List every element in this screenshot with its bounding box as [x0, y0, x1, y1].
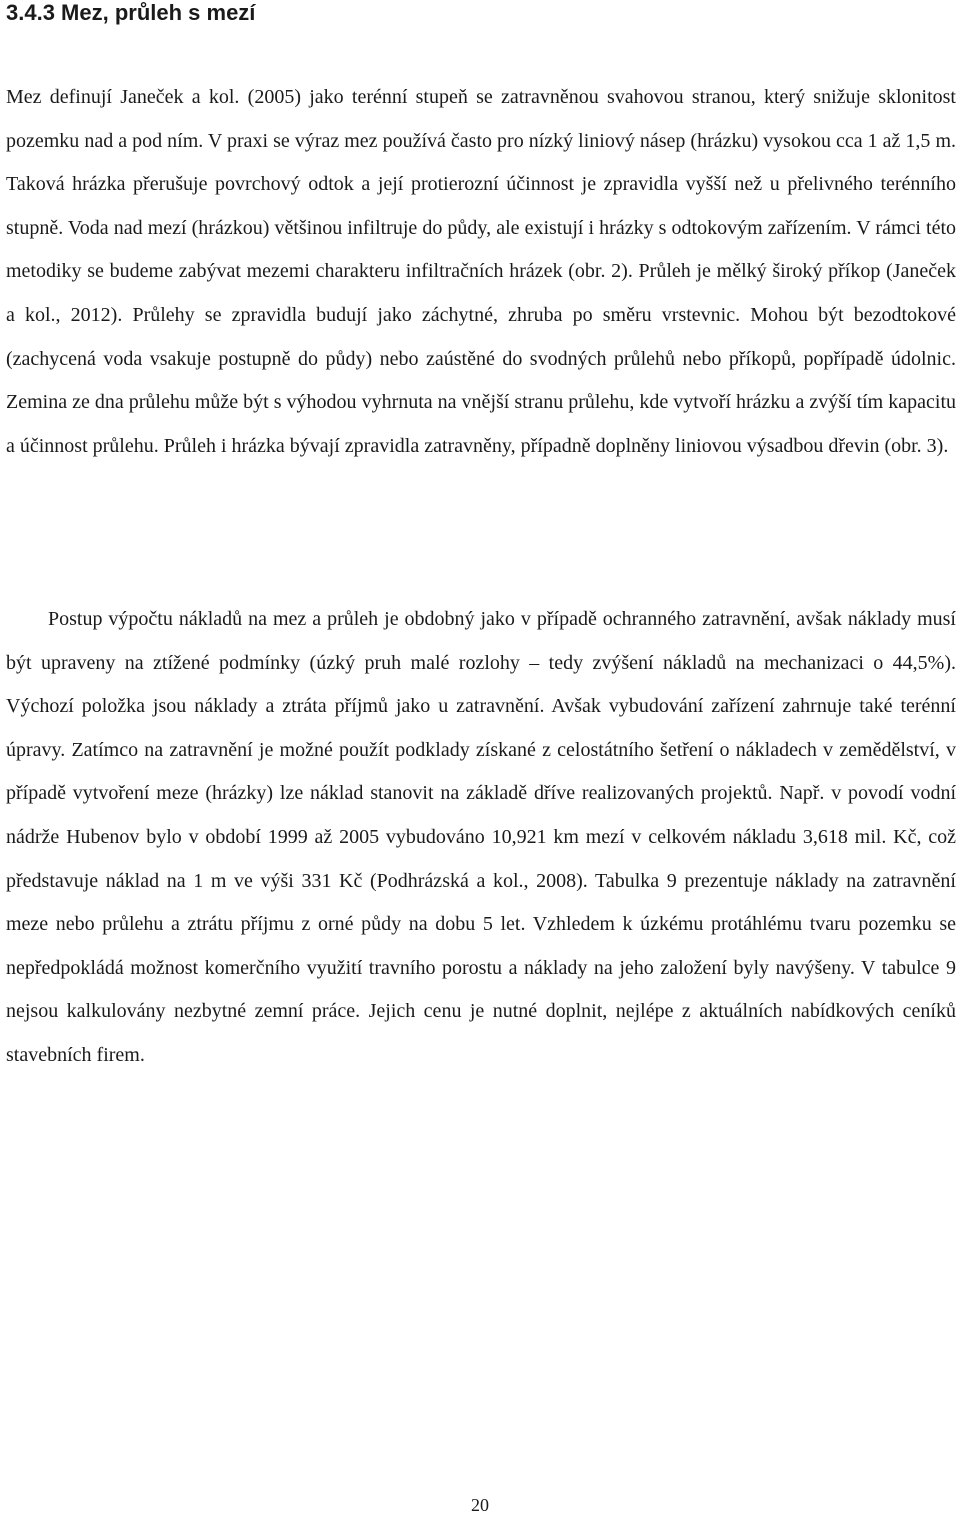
- section-heading: 3.4.3 Mez, průleh s mezí: [6, 0, 256, 25]
- paragraph-cost-calculation: Postup výpočtu nákladů na mez a průleh je obdobný jako v případě ochranného zatravnění, avšak náklady musí být upraveny na ztížené podmínky (úzký pruh malé rozlohy – tedy zvýšení nákladů na mechanizaci o 44,5%). Výchozí položka jsou náklady a ztráta příjmů jako u zatravnění. Avšak vybudování zařízení zahrnuje také terénní úpravy. Zatímco na zatravnění je možné použít podklady získané z celostátního šetření o nákladech v zemědělství, v případě vytvoření meze (hrázky) lze náklad stanovit na základě dříve realizovaných projektů. Např. v povodí vodní nádrže Hubenov bylo v období 1999 až 2005 vybudováno 10,921 km mezí v celkovém nákladu 3,618 mil. Kč, což představuje náklad na 1 m ve výši 331 Kč (Podhrázská a kol., 2008). Tabulka 9 prezentuje náklady na zatravnění meze nebo průlehu a ztrátu příjmu z orné půdy na dobu 5 let. Vzhledem k úzkému protáhlému tvaru pozemku se nepředpokládá možnost komerčního využití travního porostu a náklady na jeho založení byly navýšeny. V tabulce 9 nejsou kalkulovány nezbytné zemní práce. Jejich cenu je nutné doplnit, nejlépe z aktuálních nabídkových ceníků stavebních firem.: [6, 608, 956, 1066]
- page-number: 20: [471, 1495, 489, 1515]
- paragraph-mez-definition: Mez definují Janeček a kol. (2005) jako terénní stupeň se zatravněnou svahovou stranou, který snižuje sklonitost pozemku nad a pod ním. V praxi se výraz mez používá často pro nízký liniový násep (hrázku) vysokou cca 1 až 1,5 m. Taková hrázka přerušuje povrchový odtok a její protierozní účinnost je zpravidla vyšší než u přelivného terénního stupně. Voda nad mezí (hrázkou) většinou infiltruje do půdy, ale existují i hrázky s odtokovým zařízením. V rámci této metodiky se budeme zabývat mezemi charakteru infiltračních hrázek (obr. 2). Průleh je mělký široký příkop (Janeček a kol., 2012). Průlehy se zpravidla budují jako záchytné, zhruba po směru vrstevnic. Mohou být bezodtokové (zachycená voda vsakuje postupně do půdy) nebo zaústěné do svodných průlehů nebo příkopů, popřípadě údolnic. Zemina ze dna průlehu může být s výhodou vyhrnuta na vnější stranu průlehu, kde vytvoří hrázku a zvýší tím kapacitu a účinnost průlehu. Průleh i hrázka bývají zpravidla zatravněny, případně doplněny liniovou výsadbou dřevin (obr. 3).: [6, 86, 956, 457]
